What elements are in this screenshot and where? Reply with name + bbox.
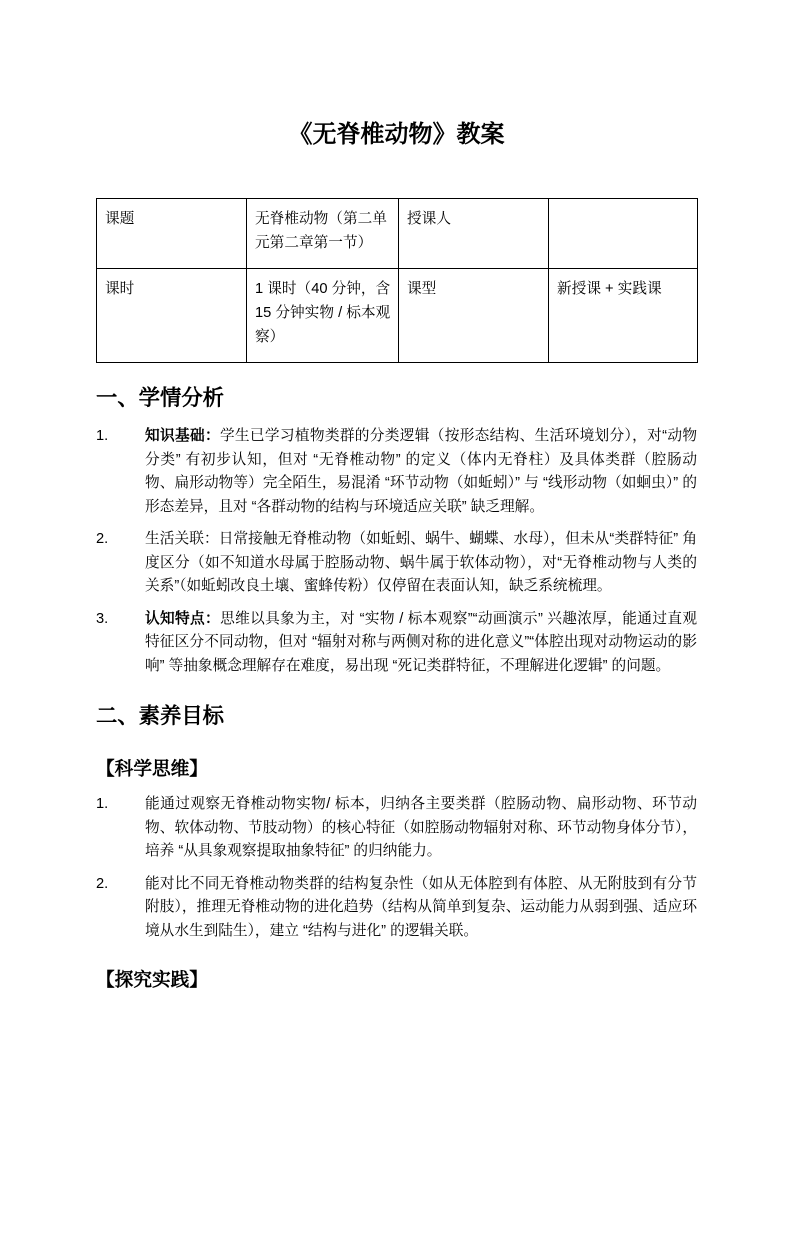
list-item xyxy=(96,873,697,944)
list-item-number: 1. xyxy=(96,796,109,812)
list-item xyxy=(96,528,697,599)
list-item-text: 学生已学习植物类群的分类逻辑（按形态结构、生活环境划分），对“动物分类” 有初步认知，但对 “无脊椎动物” 的定义（体内无脊柱）及具体类群（腔肠动物、扁形动物等）完全陌生，易混淆 “环节动物（如蚯蚓）” 与 “线形动物（如蛔虫）” 的形态差异，且对 “各群动物的结构与环境适应关联” 缺乏理解。 xyxy=(145,428,697,515)
cell-duration-value: 1 课时（40 分钟，含 15 分钟实物 / 标本观察） xyxy=(247,269,399,363)
document-page xyxy=(0,118,794,1241)
cell-topic-label: 课题 xyxy=(97,199,247,269)
list-item-label: 知识基础： xyxy=(145,428,220,444)
list-item-text: 思维以具象为主，对 “实物 / 标本观察”“动画演示” 兴趣浓厚，能通过直观特征区分不同动物，但对 “辐射对称与两侧对称的进化意义”“体腔出现对动物运动的影响” 等抽象概念理解存在难度，易出现 “死记类群特征，不理解进化逻辑” 的问题。 xyxy=(145,610,697,674)
cell-duration-label: 课时 xyxy=(97,269,247,363)
scientific-thinking-list xyxy=(96,793,697,943)
list-item-body xyxy=(145,608,697,679)
list-item xyxy=(96,425,697,519)
learner-analysis-list xyxy=(96,425,697,678)
list-item-label: 生活关联： xyxy=(145,531,219,547)
cell-teacher-value xyxy=(549,199,698,269)
section-heading-learner-analysis: 一、学情分析 xyxy=(96,386,224,410)
list-item xyxy=(96,793,697,864)
cell-lesson-type-value: 新授课 + 实践课 xyxy=(549,269,698,363)
cell-teacher-label: 授课人 xyxy=(399,199,549,269)
list-item-body xyxy=(145,528,697,599)
cell-topic-value: 无脊椎动物（第二单元第二章第一节） xyxy=(247,199,399,269)
list-item-number: 2. xyxy=(96,875,109,892)
list-item-body xyxy=(145,425,697,519)
document-title: 《无脊椎动物》教案 xyxy=(288,121,505,148)
info-row-topic xyxy=(97,199,698,269)
list-item-text: 能通过观察无脊椎动物实物/ 标本，归纳各主要类群（腔肠动物、扁形动物、环节动物、软体动物、节肢动物）的核心特征（如腔肠动物辐射对称、环节动物身体分节），培养 “从具象观察提取抽象特征” 的归纳能力。 xyxy=(145,796,697,859)
list-item-number: 3. xyxy=(96,610,109,627)
list-item-text: 日常接触无脊椎动物（如蚯蚓、蜗牛、蝴蝶、水母），但未从“类群特征” 角度区分（如不知道水母属于腔肠动物、蜗牛属于软体动物），对“无脊椎动物与人类的关系”（如蚯蚓改良土壤、蜜蜂传粉）仅停留在表面认知，缺乏系统梳理。 xyxy=(145,531,697,594)
info-row-duration xyxy=(97,269,698,363)
list-item-number: 1. xyxy=(96,428,109,444)
subheading-inquiry-practice: 【探究实践】 xyxy=(96,969,208,990)
subheading-scientific-thinking: 【科学思维】 xyxy=(96,758,208,779)
lesson-info-table xyxy=(96,198,698,363)
section-heading-literacy-goals: 二、素养目标 xyxy=(96,704,224,728)
cell-lesson-type-label: 课型 xyxy=(399,269,549,363)
list-item-label: 认知特点： xyxy=(145,610,221,627)
list-item-number: 2. xyxy=(96,531,109,547)
list-item-text: 能对比不同无脊椎动物类群的结构复杂性（如从无体腔到有体腔、从无附肢到有分节附肢），推理无脊椎动物的进化趋势（结构从简单到复杂、运动能力从弱到强、适应环境从水生到陆生），建立 “结构与进化” 的逻辑关联。 xyxy=(145,875,697,939)
list-item xyxy=(96,608,697,679)
